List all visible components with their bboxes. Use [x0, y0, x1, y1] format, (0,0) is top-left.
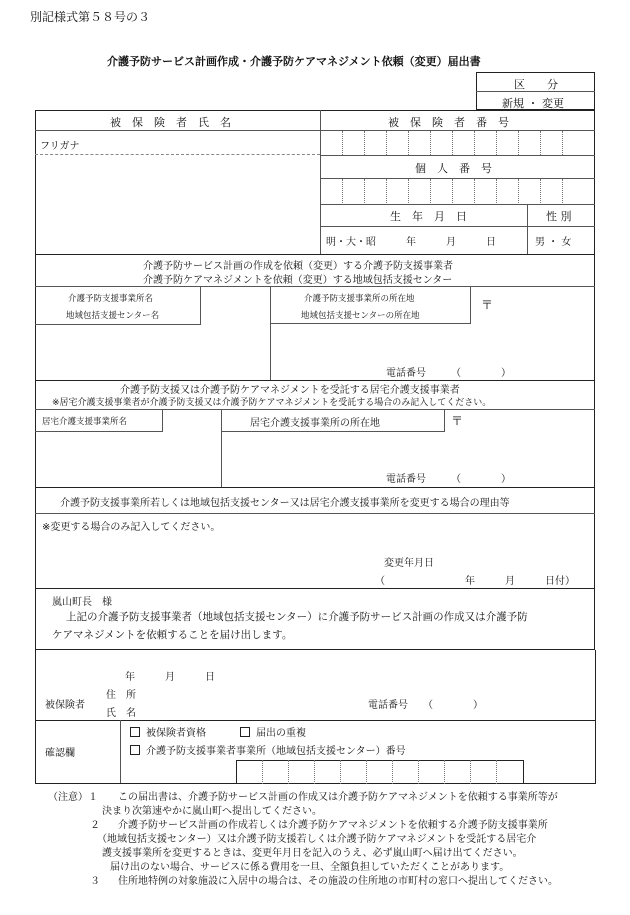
insured-number-field[interactable]	[321, 131, 595, 155]
care-office-address-field[interactable]	[222, 432, 594, 468]
care-office-phone[interactable]: 電話番号 （ ）	[386, 474, 511, 485]
confirm-label: 確認欄	[45, 748, 75, 759]
kubun-value[interactable]: 新規 ・ 変更	[502, 97, 564, 110]
kubun-label: 区 分	[514, 78, 558, 91]
note-2-line-1: 介護予防サービス計画の作成若しくは介護予防ケアマネジメントを依頼する介護予防支援事業所	[118, 820, 548, 831]
support-office-address-label-2: 地域包括支援センターの所在地	[301, 311, 420, 321]
care-office-header-1: 介護予防支援又は介護予防ケアマネジメントを受託する居宅介護支援事業者	[120, 385, 460, 396]
confirm-check-eligibility[interactable]	[130, 724, 206, 739]
insured-number-header: 被 保 険 者 番 号	[388, 116, 509, 129]
change-date-label: 変更年月日	[384, 558, 434, 569]
insured-signature-label: 被保険者	[45, 700, 85, 711]
note-2-line-4: 届け出のない場合、サービスに係る費用を一旦、全額負担していただくことがあります。	[110, 862, 510, 873]
gender-header: 性 別	[546, 210, 572, 223]
form-number: 別記様式第５８号の３	[30, 10, 151, 24]
checkbox-icon	[240, 727, 250, 737]
insured-signature-name-field[interactable]	[150, 702, 360, 717]
support-office-name-label-1: 介護予防支援事業所名	[68, 294, 154, 304]
checkbox-icon	[130, 727, 140, 737]
support-office-header-1: 介護予防サービス計画の作成を依頼（変更）する介護予防支援事業者	[143, 261, 453, 272]
care-office-postal-mark: 〒	[451, 414, 464, 428]
support-office-name-label-2: 地域包括支援センター名	[66, 311, 160, 321]
insured-signature-name-label: 氏 名	[106, 708, 136, 719]
declaration-phone[interactable]: 電話番号 （ ）	[368, 700, 483, 711]
confirm-check-office-number[interactable]	[130, 742, 406, 757]
personal-number-field[interactable]	[321, 179, 595, 203]
reason-note: ※変更する場合のみ記入してください。	[42, 522, 221, 533]
support-office-postal-mark: 〒	[481, 298, 494, 312]
care-office-header-2: ※居宅介護支援事業者が介護予防支援又は介護予防ケアマネジメントを受託する場合のみ記入してください。	[52, 398, 492, 408]
gender-value[interactable]: 男 ・ 女	[535, 237, 572, 248]
note-3-number: ３	[90, 876, 100, 887]
note-1-line-2: 決まり次第速やかに嵐山町へ提出してください。	[102, 806, 322, 817]
reason-field[interactable]	[36, 532, 594, 552]
confirm-check-duplicate[interactable]	[240, 724, 306, 739]
declaration-body-2: ケアマネジメントを依頼することを届け出します。	[52, 629, 293, 641]
care-office-address-label: 居宅介護支援事業所の所在地	[250, 418, 380, 429]
birthdate-header: 生 年 月 日	[390, 210, 467, 223]
reason-header: 介護予防支援事業所若しくは地域包括支援センター又は居宅介護支援事業所を変更する場合の理由等	[60, 498, 510, 509]
support-office-header-2: 介護予防ケアマネジメントを依頼（変更）する地域包括支援センター	[143, 275, 453, 286]
note-2-number: ２	[90, 820, 100, 831]
furigana-field[interactable]	[100, 132, 318, 154]
support-office-name-field[interactable]	[36, 325, 269, 379]
confirm-check-eligibility-label: 被保険者資格	[146, 728, 206, 739]
checkbox-icon	[130, 745, 140, 755]
care-office-name-field[interactable]	[36, 432, 220, 486]
insured-name-header: 被 保 険 者 氏 名	[110, 116, 231, 129]
note-2-line-2: （地域包括支援センター）又は介護予防支援若しくは介護予防ケアマネジメントを受託する居宅介	[97, 834, 537, 845]
note-1-line-1: この届出書は、介護予防サービス計画の作成又は介護予防ケアマネジメントを依頼する事業所等が	[118, 792, 558, 803]
birthdate-value[interactable]: 明・大・昭 年 月 日	[326, 237, 496, 248]
support-office-address-field[interactable]	[271, 325, 594, 363]
confirm-check-duplicate-label: 届出の重複	[256, 728, 306, 739]
confirm-check-office-number-label: 介護予防支援事業者事業所（地域包括支援センター）番号	[146, 746, 406, 757]
furigana-label: フリガナ	[40, 141, 80, 152]
note-3-line-1: 住所地特例の対象施設に入居中の場合は、その施設の住所地の市町村の窓口へ提出してください。	[118, 876, 558, 887]
care-office-name-label: 居宅介護支援事業所名	[42, 417, 128, 427]
note-2-line-3: 護支援事業所を変更するときは、変更年月日を記入のうえ、必ず嵐山町へ届け出てください。	[102, 848, 523, 859]
change-date-value[interactable]: （ 年 月 日付）	[375, 576, 575, 587]
insured-address-label: 住 所	[106, 690, 136, 701]
declaration-body-1: 上記の介護予防支援事業者（地域包括支援センター）に介護予防サービス計画の作成又は介護予防	[66, 611, 528, 623]
form-title: 介護予防サービス計画作成・介護予防ケアマネジメント依頼（変更）届出書	[107, 55, 481, 68]
insured-name-field[interactable]	[36, 156, 319, 253]
support-office-address-label-1: 介護予防支援事業所の所在地	[304, 294, 415, 304]
notes-prefix: （注意）１	[48, 792, 98, 803]
addressee: 嵐山町長 様	[52, 597, 112, 608]
declaration-date[interactable]: 年 月 日	[125, 672, 215, 683]
office-number-field[interactable]	[236, 760, 524, 784]
personal-number-header: 個 人 番 号	[415, 162, 492, 175]
support-office-phone[interactable]: 電話番号 （ ）	[386, 368, 511, 379]
